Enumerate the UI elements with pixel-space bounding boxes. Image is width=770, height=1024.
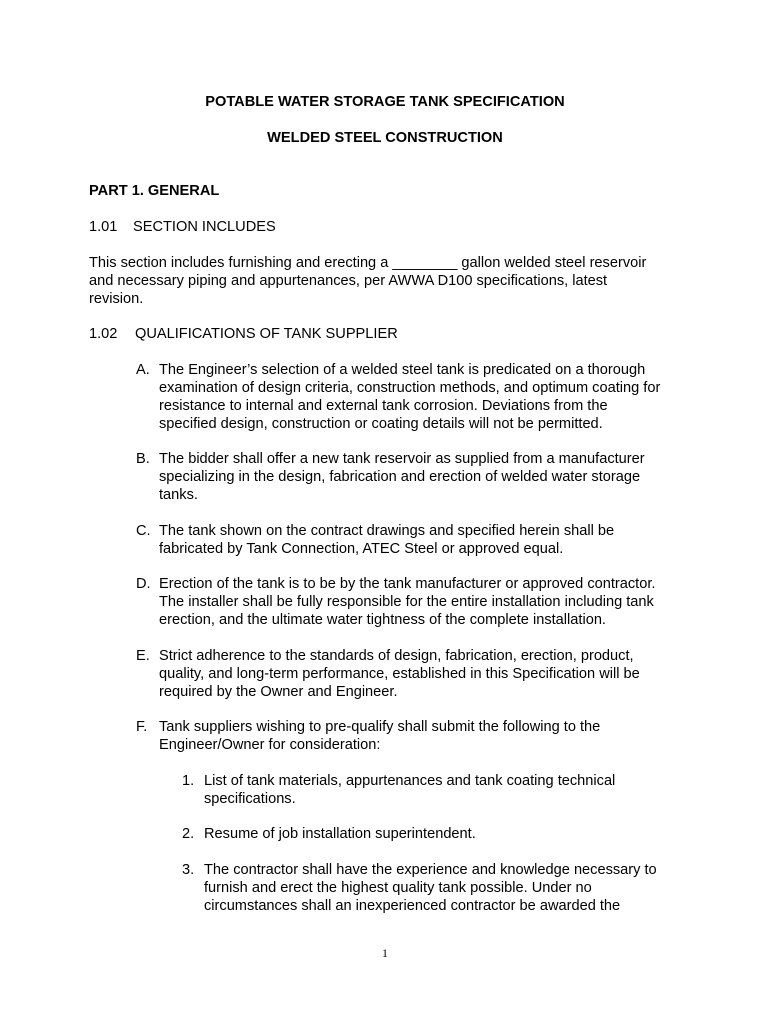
subitem-line: furnish and erect the highest quality tank possible. Under no xyxy=(204,880,592,896)
item-line: The Engineer’s selection of a welded steel tank is predicated on a thorough xyxy=(159,362,646,378)
item-line: The bidder shall offer a new tank reservoir as supplied from a manufacturer xyxy=(159,451,645,467)
section-number: 1.01 xyxy=(89,219,118,235)
item-marker: D. xyxy=(136,576,151,592)
item-marker: A. xyxy=(136,362,150,378)
subitem-line: The contractor shall have the experience and knowledge necessary to xyxy=(204,862,657,878)
item-line: examination of design criteria, construction methods, and optimum coating for xyxy=(159,380,661,396)
item-line: quality, and long-term performance, established in this Specification will be xyxy=(159,666,640,682)
item-line: The installer shall be fully responsible for the entire installation including tank xyxy=(159,594,654,610)
item-marker: F. xyxy=(136,719,148,735)
item-line: Erection of the tank is to be by the tank manufacturer or approved contractor. xyxy=(159,576,656,592)
document-title: POTABLE WATER STORAGE TANK SPECIFICATION xyxy=(205,94,565,110)
body-line: This section includes furnishing and erecting a ________ gallon welded steel reservoir xyxy=(89,255,647,271)
item-line: The tank shown on the contract drawings and specified herein shall be xyxy=(159,523,615,539)
item-marker: C. xyxy=(136,523,151,539)
item-line: required by the Owner and Engineer. xyxy=(159,684,398,700)
item-line: Strict adherence to the standards of design, fabrication, erection, product, xyxy=(159,648,634,664)
subitem-marker: 1. xyxy=(182,773,195,789)
document-subtitle: WELDED STEEL CONSTRUCTION xyxy=(267,130,503,146)
item-marker: B. xyxy=(136,451,150,467)
item-marker: E. xyxy=(136,648,150,664)
part-heading: PART 1. GENERAL xyxy=(89,183,220,199)
section-heading: QUALIFICATIONS OF TANK SUPPLIER xyxy=(135,326,398,342)
subitem-line: circumstances shall an inexperienced contractor be awarded the xyxy=(204,898,621,914)
item-line: tanks. xyxy=(159,487,198,503)
subitem-line: List of tank materials, appurtenances and tank coating technical xyxy=(204,773,616,789)
item-line: specified design, construction or coating details will not be permitted. xyxy=(159,416,603,432)
item-line: Tank suppliers wishing to pre-qualify shall submit the following to the xyxy=(159,719,601,735)
item-line: Engineer/Owner for consideration: xyxy=(159,737,381,753)
subitem-line: Resume of job installation superintendent. xyxy=(204,826,476,842)
item-line: erection, and the ultimate water tightness of the complete installation. xyxy=(159,612,606,628)
body-line: revision. xyxy=(89,291,144,307)
item-line: resistance to internal and external tank corrosion. Deviations from the xyxy=(159,398,608,414)
subitem-marker: 2. xyxy=(182,826,195,842)
section-heading: SECTION INCLUDES xyxy=(133,219,276,235)
section-number: 1.02 xyxy=(89,326,118,342)
item-line: fabricated by Tank Connection, ATEC Steel or approved equal. xyxy=(159,541,564,557)
item-line: specializing in the design, fabrication and erection of welded water storage xyxy=(159,469,641,485)
page-number: 1 xyxy=(382,946,388,960)
body-line: and necessary piping and appurtenances, per AWWA D100 specifications, latest xyxy=(89,273,608,289)
subitem-line: specifications. xyxy=(204,791,296,807)
subitem-marker: 3. xyxy=(182,862,195,878)
